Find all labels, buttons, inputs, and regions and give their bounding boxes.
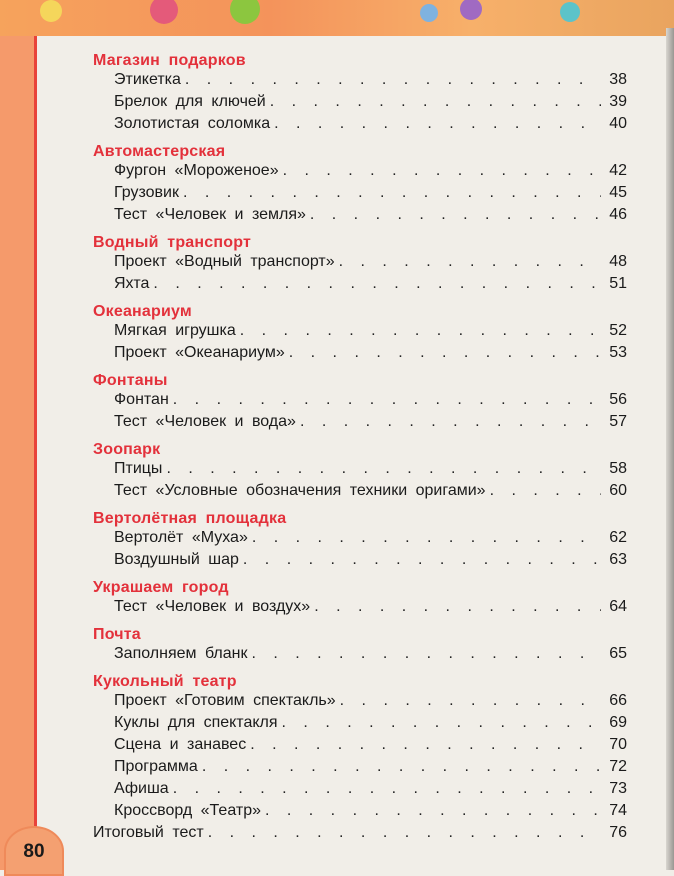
section-title: Водный транспорт xyxy=(93,234,251,251)
toc-entry-page: 39 xyxy=(609,93,627,110)
page-number: 80 xyxy=(23,841,45,862)
dot-leader xyxy=(283,162,601,180)
dot-leader xyxy=(173,391,601,409)
dot-leader xyxy=(265,802,601,820)
toc-entry[interactable] xyxy=(93,482,627,504)
toc-entry[interactable] xyxy=(93,736,627,758)
toc-entry[interactable] xyxy=(93,692,627,714)
section-title: Магазин подарков xyxy=(93,52,246,69)
toc-entry[interactable] xyxy=(93,206,627,228)
toc-entry-page: 48 xyxy=(609,253,627,270)
decor-circle-green xyxy=(230,0,260,24)
toc-entry-label: Вертолёт «Муха» xyxy=(114,529,248,546)
section-title: Океанариум xyxy=(93,303,192,320)
toc-entry[interactable] xyxy=(93,824,627,846)
toc-entry-label: Проект «Водный транспорт» xyxy=(114,253,335,270)
toc-entry[interactable] xyxy=(93,344,627,366)
toc-entry-page: 62 xyxy=(609,529,627,546)
toc-entry-label: Программа xyxy=(114,758,198,775)
decor-circle-teal xyxy=(560,2,580,22)
dot-leader xyxy=(251,645,601,663)
dot-leader xyxy=(252,529,601,547)
toc-entry-page: 45 xyxy=(609,184,627,201)
toc-entry[interactable] xyxy=(93,275,627,297)
toc-entry-page: 51 xyxy=(609,275,627,292)
dot-leader xyxy=(300,413,601,431)
toc-entry-label: Заполняем бланк xyxy=(114,645,248,662)
dot-leader xyxy=(282,714,601,732)
dot-leader xyxy=(208,824,601,842)
section-title: Автомастерская xyxy=(93,143,226,160)
toc-entry[interactable] xyxy=(93,93,627,115)
toc-entry[interactable] xyxy=(93,598,627,620)
toc-entry[interactable] xyxy=(93,391,627,413)
toc-entry-page: 56 xyxy=(609,391,627,408)
toc-entry-label: Брелок для ключей xyxy=(114,93,266,110)
toc-entry-page: 53 xyxy=(609,344,627,361)
toc-entry-page: 46 xyxy=(609,206,627,223)
section-title: Зоопарк xyxy=(93,441,161,458)
toc-entry-label: Афиша xyxy=(114,780,169,797)
toc-entry[interactable] xyxy=(93,714,627,736)
toc-entry-label: Фонтан xyxy=(114,391,169,408)
section-title: Вертолётная площадка xyxy=(93,510,287,527)
toc-entry[interactable] xyxy=(93,780,627,802)
toc-entry[interactable] xyxy=(93,460,627,482)
section-title: Фонтаны xyxy=(93,372,168,389)
page-binding-edge xyxy=(666,28,674,870)
toc-entry-label: Воздушный шар xyxy=(114,551,239,568)
decor-circle-blue xyxy=(420,4,438,22)
toc-entry-page: 57 xyxy=(609,413,627,430)
dot-leader xyxy=(270,93,601,111)
toc-entry-label: Куклы для спектакля xyxy=(114,714,278,731)
table-of-contents xyxy=(93,50,627,846)
toc-entry-label: Кроссворд «Театр» xyxy=(114,802,261,819)
toc-entry-page: 52 xyxy=(609,322,627,339)
toc-entry-page: 40 xyxy=(609,115,627,132)
decor-circle-pink xyxy=(150,0,178,24)
dot-leader xyxy=(185,71,601,89)
section-title: Кукольный театр xyxy=(93,673,237,690)
toc-entry-label: Проект «Готовим спектакль» xyxy=(114,692,336,709)
dot-leader xyxy=(339,253,601,271)
toc-entry-label: Проект «Океанариум» xyxy=(114,344,285,361)
toc-entry-page: 38 xyxy=(609,71,627,88)
page-number-badge xyxy=(4,826,64,876)
toc-entry-label: Грузовик xyxy=(114,184,179,201)
toc-entry-label: Фургон «Мороженое» xyxy=(114,162,279,179)
toc-entry[interactable] xyxy=(93,758,627,780)
toc-entry-page: 60 xyxy=(609,482,627,499)
toc-entry-page: 73 xyxy=(609,780,627,797)
toc-entry[interactable] xyxy=(93,184,627,206)
dot-leader xyxy=(173,780,601,798)
dot-leader xyxy=(310,206,601,224)
toc-entry-page: 65 xyxy=(609,645,627,662)
toc-entry-label: Яхта xyxy=(114,275,150,292)
toc-entry-label: Тест «Человек и воздух» xyxy=(114,598,311,615)
left-color-strip xyxy=(0,36,34,870)
toc-entry[interactable] xyxy=(93,253,627,275)
header-decoration-band xyxy=(0,0,674,36)
dot-leader xyxy=(490,482,601,500)
toc-entry-label: Этикетка xyxy=(114,71,181,88)
dot-leader xyxy=(166,460,601,478)
dot-leader xyxy=(289,344,601,362)
toc-entry-label: Сцена и занавес xyxy=(114,736,247,753)
toc-entry-page: 72 xyxy=(609,758,627,775)
dot-leader xyxy=(153,275,601,293)
toc-entry-page: 69 xyxy=(609,714,627,731)
toc-entry[interactable] xyxy=(93,529,627,551)
dot-leader xyxy=(274,115,601,133)
dot-leader xyxy=(250,736,601,754)
toc-entry-page: 42 xyxy=(609,162,627,179)
toc-entry[interactable] xyxy=(93,322,627,344)
dot-leader xyxy=(240,322,601,340)
toc-entry[interactable] xyxy=(93,802,627,824)
toc-entry[interactable] xyxy=(93,645,627,667)
dot-leader xyxy=(314,598,601,616)
toc-entry-label: Птицы xyxy=(114,460,163,477)
dot-leader xyxy=(202,758,601,776)
toc-entry[interactable] xyxy=(93,115,627,137)
toc-entry[interactable] xyxy=(93,71,627,93)
toc-entry-label: Итоговый тест xyxy=(93,824,204,841)
decor-circle-yellow xyxy=(40,0,62,22)
dot-leader xyxy=(340,692,601,710)
toc-entry-label: Мягкая игрушка xyxy=(114,322,236,339)
toc-entry-page: 63 xyxy=(609,551,627,568)
toc-entry-label: Тест «Человек и вода» xyxy=(114,413,296,430)
toc-entry-page: 70 xyxy=(609,736,627,753)
toc-entry-label: Тест «Условные обозначения техники оригами» xyxy=(114,482,486,499)
toc-entry-label: Тест «Человек и земля» xyxy=(114,206,306,223)
decor-circle-purple xyxy=(460,0,482,20)
toc-entry-page: 58 xyxy=(609,460,627,477)
toc-entry-page: 76 xyxy=(609,824,627,841)
section-title: Украшаем город xyxy=(93,579,229,596)
dot-leader xyxy=(243,551,601,569)
toc-entry-page: 74 xyxy=(609,802,627,819)
toc-entry[interactable] xyxy=(93,162,627,184)
toc-entry-page: 64 xyxy=(609,598,627,615)
section-title: Почта xyxy=(93,626,141,643)
dot-leader xyxy=(183,184,601,202)
left-red-rule xyxy=(34,36,37,870)
toc-entry-label: Золотистая соломка xyxy=(114,115,271,132)
toc-entry-page: 66 xyxy=(609,692,627,709)
toc-entry[interactable] xyxy=(93,413,627,435)
toc-entry[interactable] xyxy=(93,551,627,573)
